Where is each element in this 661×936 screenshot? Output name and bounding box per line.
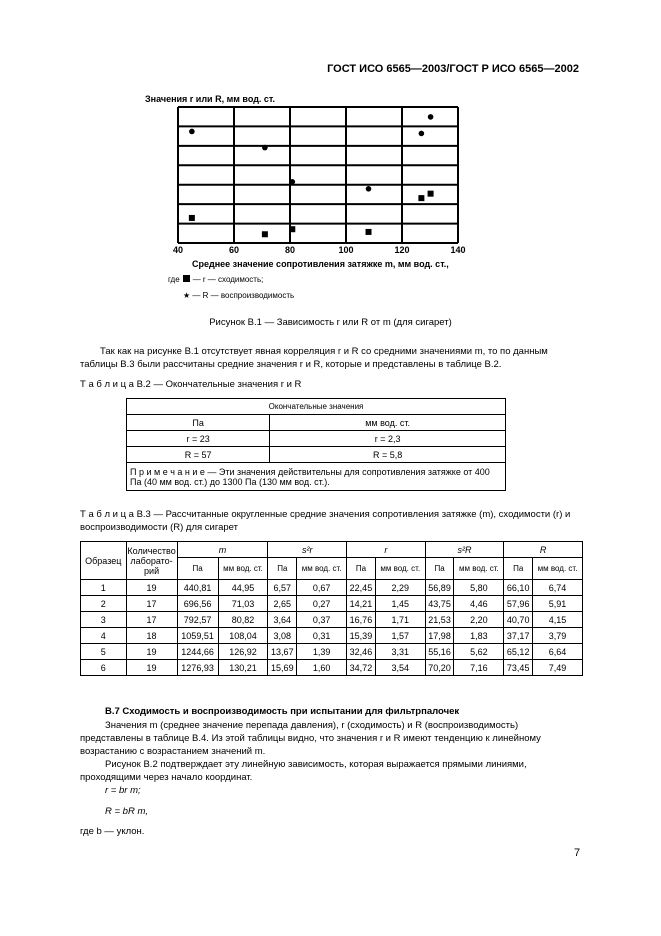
- x-tick-label: 40: [172, 245, 184, 255]
- table-cell: 5: [81, 644, 127, 660]
- table-cell: 0,67: [297, 580, 347, 596]
- star-marker-icon: ★: [183, 291, 191, 300]
- data-point-R: [289, 179, 295, 185]
- data-point-r: [428, 191, 434, 197]
- table-cell: 80,82: [218, 612, 268, 628]
- table-cell: 15,69: [268, 660, 297, 676]
- table-cell: 0,31: [297, 628, 347, 644]
- unit-mm: мм вод. ст.: [218, 558, 268, 580]
- paragraph: Рисунок В.2 подтверждает эту линейную зависимость, которая выражается прямыми линиями, проходящими через начало координат.: [80, 759, 527, 783]
- table-b2-caption: Т а б л и ц а В.2 — Окончательные значения r и R: [80, 379, 302, 390]
- data-point-R: [262, 145, 268, 151]
- legend-prefix: где: [168, 275, 180, 284]
- table-cell: r = 2,3: [270, 431, 506, 447]
- table-cell: 37,17: [504, 628, 533, 644]
- unit-mm: мм вод. ст.: [454, 558, 504, 580]
- unit-pa: Па: [425, 558, 454, 580]
- unit-mm: мм вод. ст.: [297, 558, 347, 580]
- table-cell: 32,46: [347, 644, 376, 660]
- data-point-R: [419, 131, 425, 137]
- table-cell: 2: [81, 596, 127, 612]
- table-cell: 65,12: [504, 644, 533, 660]
- table-cell: 1: [81, 580, 127, 596]
- x-tick-label: 100: [338, 245, 354, 255]
- table-cell: 73,45: [504, 660, 533, 676]
- table-cell: 5,80: [454, 580, 504, 596]
- table-head: R: [504, 542, 583, 558]
- table-cell: 3,08: [268, 628, 297, 644]
- data-point-r: [189, 215, 195, 221]
- table-cell: 17: [126, 596, 177, 612]
- table-cell: 1,57: [375, 628, 425, 644]
- table-cell: 108,04: [218, 628, 268, 644]
- legend-R: ★ — R — воспроизводимость: [183, 291, 295, 300]
- data-point-R: [189, 129, 195, 135]
- table-cell: 440,81: [177, 580, 218, 596]
- data-point-r: [418, 195, 424, 201]
- paragraph: Значения m (среднее значение перепада давления), r (сходимость) и R (воспроизводимость) представлены в таблице В.4. Из этой таблицы видно, что значения r и R имеют тенденцию к линейному возрастанию с возрастанием значений m.: [80, 720, 541, 757]
- table-cell: 1,45: [375, 596, 425, 612]
- table-cell: 792,57: [177, 612, 218, 628]
- paragraph: Так как на рисунке В.1 отсутствует явная корреляция r и R со средними значениями m, то по данным таблицы В.3 были рассчитаны средние значения r и R, которые и представлены в таблице В.2.: [80, 346, 548, 370]
- table-cell: 3: [81, 612, 127, 628]
- table-cell: 5,91: [533, 596, 583, 612]
- document-header: ГОСТ ИСО 6565—2003/ГОСТ Р ИСО 6565—2002: [327, 63, 579, 75]
- table-cell: 19: [126, 644, 177, 660]
- table-cell: 4,46: [454, 596, 504, 612]
- table-cell: 2,65: [268, 596, 297, 612]
- table-cell: 1,60: [297, 660, 347, 676]
- legend-r: где — r — сходимость;: [168, 275, 264, 284]
- table-cell: 16,76: [347, 612, 376, 628]
- unit-pa: Па: [347, 558, 376, 580]
- data-point-R: [366, 186, 372, 192]
- page-number: 7: [574, 847, 581, 859]
- table-row: [81, 660, 583, 676]
- table-cell: 3,64: [268, 612, 297, 628]
- table-cell: 3,31: [375, 644, 425, 660]
- x-tick-label: 80: [284, 245, 296, 255]
- table-cell: 17,98: [425, 628, 454, 644]
- table-cell: 7,16: [454, 660, 504, 676]
- table-b3: [80, 541, 583, 676]
- table-cell: 6: [81, 660, 127, 676]
- table-note: П р и м е ч а н и е — Эти значения действительны для сопротивления затяжке от 400 Па (40 мм вод. ст.) до 1300 Па (130 мм вод. ст.).: [127, 463, 506, 491]
- table-cell: 17: [126, 612, 177, 628]
- table-col: Па: [127, 415, 270, 431]
- data-point-r: [262, 231, 268, 237]
- table-head: r: [347, 542, 426, 558]
- table-cell: R = 5,8: [270, 447, 506, 463]
- x-tick-label: 60: [228, 245, 240, 255]
- table-row: [81, 580, 583, 596]
- table-cell: 1,71: [375, 612, 425, 628]
- table-cell: 57,96: [504, 596, 533, 612]
- table-cell: 56,89: [425, 580, 454, 596]
- x-tick-label: 120: [394, 245, 410, 255]
- table-cell: 71,03: [218, 596, 268, 612]
- table-row: [81, 644, 583, 660]
- table-row: [81, 596, 583, 612]
- unit-pa: Па: [504, 558, 533, 580]
- table-cell: 14,21: [347, 596, 376, 612]
- table-head: m: [177, 542, 268, 558]
- chart-x-label: Среднее значение сопротивления затяжке m, мм вод. ст.,: [192, 259, 449, 269]
- table-cell: 6,74: [533, 580, 583, 596]
- table-head: s²R: [425, 542, 504, 558]
- table-cell: 21,53: [425, 612, 454, 628]
- table-cell: 34,72: [347, 660, 376, 676]
- legend-b: где b — уклон.: [80, 826, 145, 837]
- table-cell: 44,95: [218, 580, 268, 596]
- table-cell: 696,56: [177, 596, 218, 612]
- formula-r: r = br m;: [105, 785, 141, 796]
- table-cell: 6,64: [533, 644, 583, 660]
- table-cell: 130,21: [218, 660, 268, 676]
- data-point-R: [428, 114, 434, 120]
- unit-pa: Па: [177, 558, 218, 580]
- table-cell: 7,49: [533, 660, 583, 676]
- table-cell: 3,54: [375, 660, 425, 676]
- table-cell: 18: [126, 628, 177, 644]
- table-cell: 4,15: [533, 612, 583, 628]
- data-point-r: [289, 226, 295, 232]
- table-b2: [126, 398, 506, 491]
- table-cell: 22,45: [347, 580, 376, 596]
- table-row: [81, 612, 583, 628]
- table-cell: 19: [126, 580, 177, 596]
- figure-caption: Рисунок В.1 — Зависимость r или R от m (для сигарет): [209, 317, 452, 328]
- table-head: Количество лаборато-рий: [126, 542, 177, 580]
- table-head: Образец: [81, 542, 127, 580]
- table-cell: 70,20: [425, 660, 454, 676]
- table-head: Окончательные значения: [127, 399, 506, 415]
- table-cell: 2,29: [375, 580, 425, 596]
- table-cell: 6,57: [268, 580, 297, 596]
- table-cell: 43,75: [425, 596, 454, 612]
- table-cell: 0,27: [297, 596, 347, 612]
- chart-y-label: Значения r или R, мм вод. ст.: [145, 94, 276, 104]
- table-cell: 2,20: [454, 612, 504, 628]
- section-title: В.7 Сходимость и воспроизводимость при испытании для фильтрпалочек: [105, 706, 460, 717]
- unit-mm: мм вод. ст.: [533, 558, 583, 580]
- formula-R: R = bR m,: [105, 806, 149, 817]
- table-cell: 5,62: [454, 644, 504, 660]
- table-cell: 1,39: [297, 644, 347, 660]
- table-b3-caption: Т а б л и ц а В.3 — Рассчитанные округленные средние значения сопротивления затяжке (m), сходимости (r) и воспроизводимости (R) для сигарет: [80, 509, 571, 533]
- x-tick-label: 140: [450, 245, 466, 255]
- table-cell: 66,10: [504, 580, 533, 596]
- table-cell: 126,92: [218, 644, 268, 660]
- table-cell: r = 23: [127, 431, 270, 447]
- legend-r-label: r — сходимость;: [202, 275, 264, 284]
- table-cell: 1276,93: [177, 660, 218, 676]
- chart-svg: [0, 0, 661, 320]
- table-cell: 4: [81, 628, 127, 644]
- table-cell: 1244,66: [177, 644, 218, 660]
- table-cell: 15,39: [347, 628, 376, 644]
- table-cell: 55,16: [425, 644, 454, 660]
- table-head: s²r: [268, 542, 347, 558]
- square-marker-icon: [183, 275, 190, 282]
- table-col: мм вод. ст.: [270, 415, 506, 431]
- table-cell: 13,67: [268, 644, 297, 660]
- table-cell: R = 57: [127, 447, 270, 463]
- table-cell: 19: [126, 660, 177, 676]
- table-cell: 1,83: [454, 628, 504, 644]
- unit-pa: Па: [268, 558, 297, 580]
- legend-R-label: R — воспроизводимость: [202, 291, 295, 300]
- table-cell: 40,70: [504, 612, 533, 628]
- table-cell: 3,79: [533, 628, 583, 644]
- table-cell: 1059,51: [177, 628, 218, 644]
- unit-mm: мм вод. ст.: [375, 558, 425, 580]
- table-cell: 0,37: [297, 612, 347, 628]
- data-point-r: [366, 229, 372, 235]
- table-row: [81, 628, 583, 644]
